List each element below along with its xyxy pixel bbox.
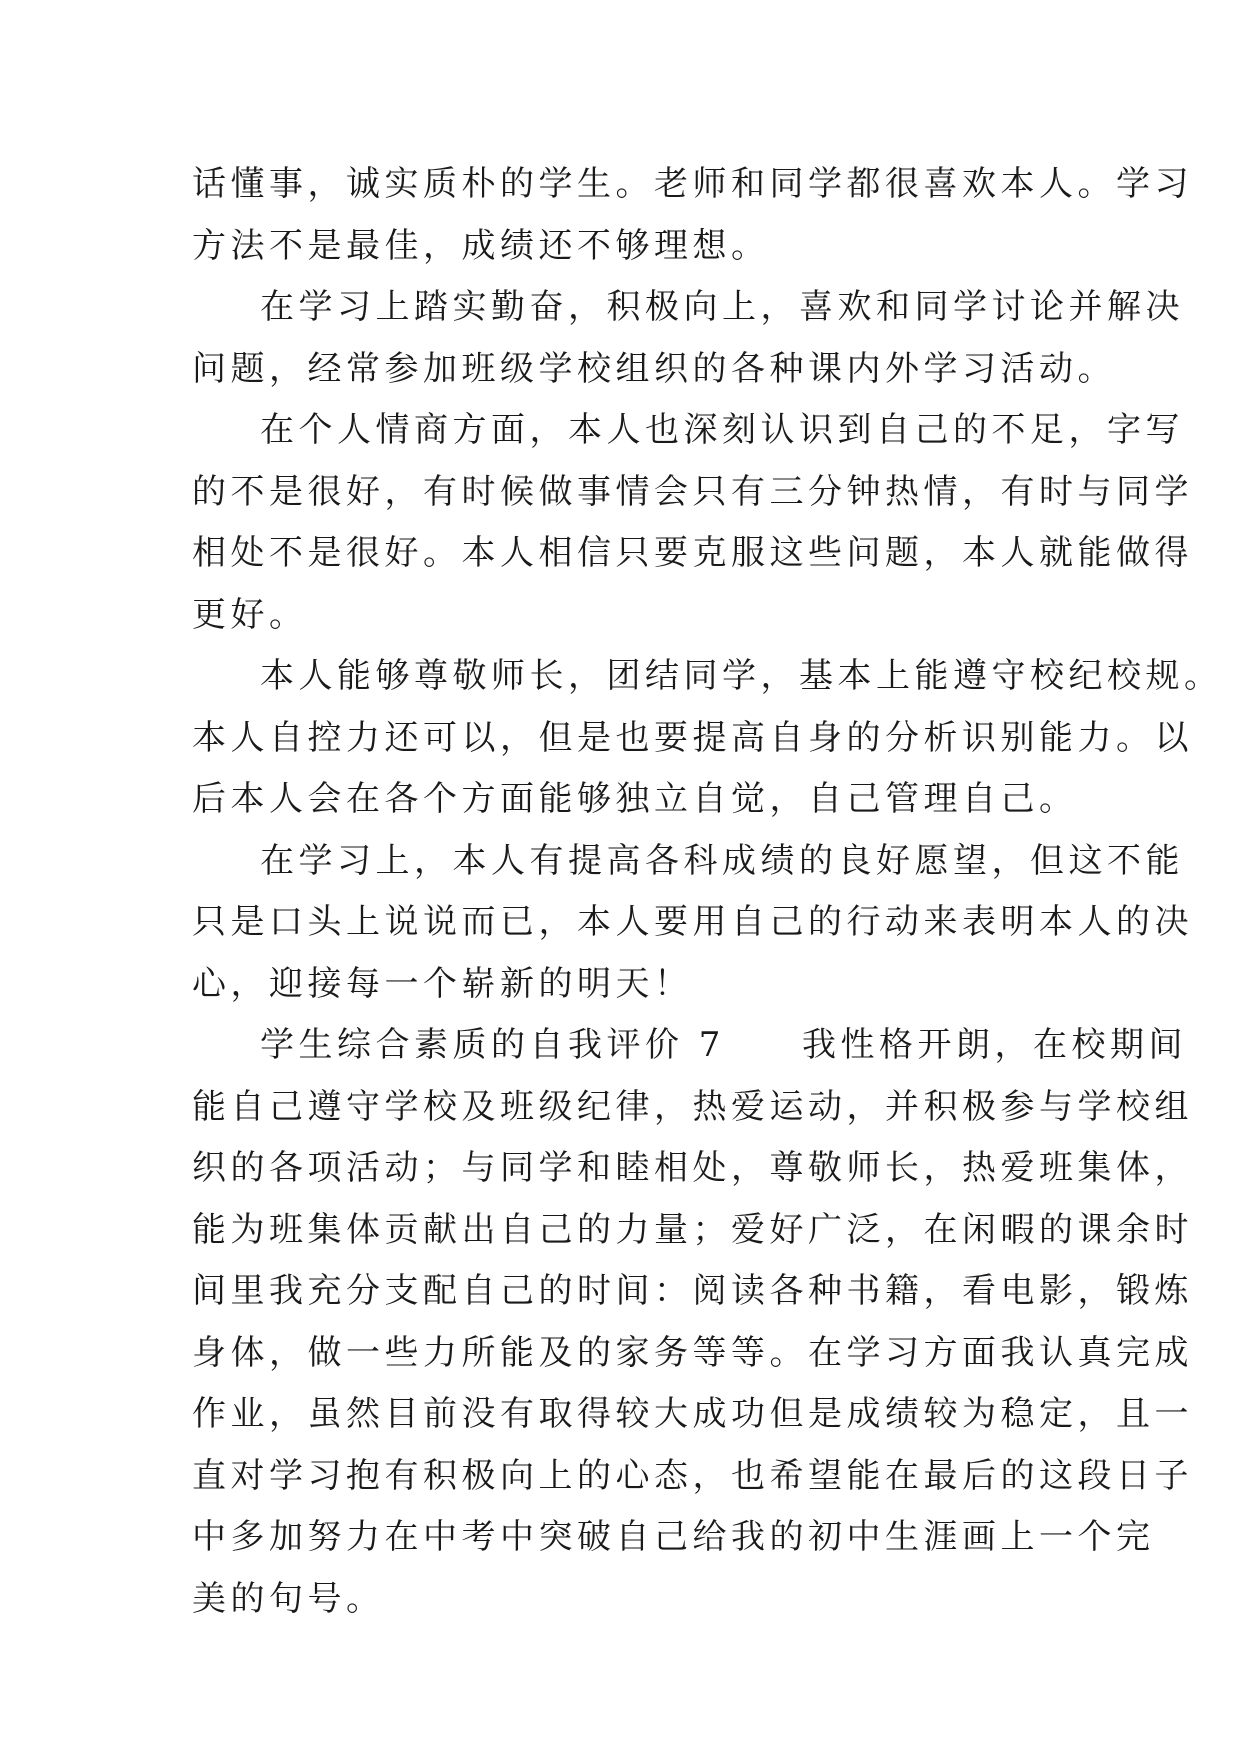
- paragraph: [192, 277, 1184, 400]
- paragraph-line: 能自己遵守学校及班级纪律，热爱运动，并积极参与学校组: [192, 1086, 1193, 1127]
- paragraph-line: 本人能够尊敬师长，团结同学，基本上能遵守校纪校规。: [260, 656, 1223, 696]
- paragraph-line: 能为班集体贡献出自己的力量；爱好广泛，在闲暇的课余时: [192, 1209, 1193, 1250]
- paragraph-line: 身体，做一些力所能及的家务等等。在学习方面我认真完成: [192, 1332, 1193, 1373]
- paragraph-line: 的不是很好，有时候做事情会只有三分钟热情，有时与同学: [192, 471, 1193, 512]
- paragraph-line: 间里我充分支配自己的时间：阅读各种书籍，看电影，锻炼: [192, 1271, 1193, 1311]
- paragraph-line: 更好。: [192, 594, 308, 635]
- paragraph-line: 中多加努力在中考中突破自己给我的初中生涯画上一个完: [192, 1517, 1155, 1557]
- paragraph-line: 在个人情商方面，本人也深刻认识到自己的不足，字写: [260, 410, 1184, 450]
- paragraph: [192, 831, 1193, 1016]
- paragraph-line: 问题，经常参加班级学校组织的各种课内外学习活动。: [192, 348, 1116, 389]
- document-page: [192, 154, 1223, 1630]
- paragraph-line: 后本人会在各个方面能够独立自觉，自己管理自己。: [192, 779, 1078, 819]
- paragraph-line: 只是口头上说说而已，本人要用自己的行动来表明本人的决: [192, 902, 1193, 942]
- paragraph: [192, 400, 1193, 646]
- paragraph-line: 相处不是很好。本人相信只要克服这些问题，本人就能做得: [192, 533, 1193, 573]
- paragraph-line: 在学习上，本人有提高各科成绩的良好愿望，但这不能: [260, 840, 1184, 881]
- paragraph-line: 话懂事，诚实质朴的学生。老师和同学都很喜欢本人。学习: [192, 164, 1193, 204]
- paragraph-line: 作业，虽然目前没有取得较大成功但是成绩较为稳定，且一: [192, 1394, 1193, 1434]
- paragraph-line: 方法不是最佳，成绩还不够理想。: [192, 225, 770, 266]
- paragraph-line: 学生综合素质的自我评价 7 我性格开朗，在校期间: [260, 1025, 1187, 1065]
- paragraph: [192, 1015, 1193, 1630]
- paragraph-line: 本人自控力还可以，但是也要提高自身的分析识别能力。以: [192, 717, 1193, 758]
- paragraph: [192, 154, 1193, 277]
- paragraph-line: 织的各项活动；与同学和睦相处，尊敬师长，热爱班集体，: [192, 1148, 1193, 1188]
- paragraph-line: 美的句号。: [192, 1578, 385, 1619]
- paragraph-line: 心，迎接每一个崭新的明天！: [192, 963, 693, 1004]
- paragraph: [192, 646, 1223, 831]
- paragraph-line: 在学习上踏实勤奋，积极向上，喜欢和同学讨论并解决: [260, 287, 1184, 327]
- paragraph-line: 直对学习抱有积极向上的心态，也希望能在最后的这段日子: [192, 1455, 1193, 1496]
